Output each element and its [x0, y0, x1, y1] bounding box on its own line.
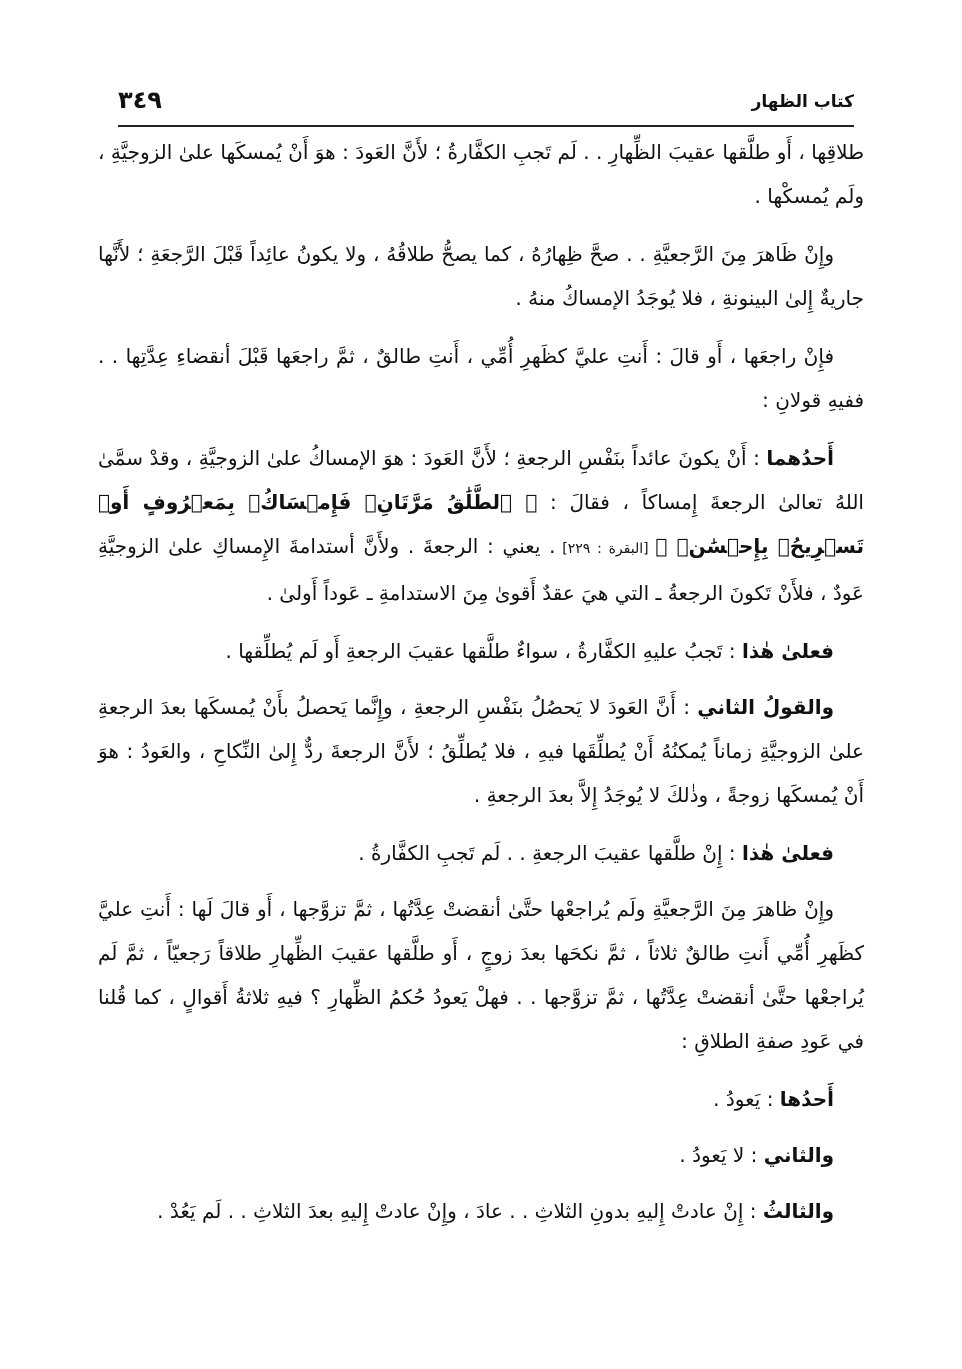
paragraph	[98, 887, 864, 1063]
paragraph-text: طلاقِها ، أَو طلَّقها عقيبَ الظِّهارِ . . لَم تَجبِ الكفَّارةُ ؛ لأَنَّ العَودَ : هوَ أَنْ يُمسكَها علىٰ الزوجيَّةِ ، ولَم يُمسكْها .	[98, 140, 864, 208]
paragraph	[98, 685, 864, 817]
page-header	[118, 84, 854, 124]
quran-verse: ﴿ ٱلطَّلَٰقُ مَرَّتَانِۖ فَإِمۡسَاكُۢ بِمَعۡرُوفٍ أَوۡ تَسۡرِيحُۢ بِإِحۡسَٰنٖ ﴾	[98, 490, 864, 558]
paragraph-text: : أَنَّ العَودَ لا يَحصُلُ بنَفْسِ الرجعةِ ، وإِنَّما يَحصلُ بأَنْ يُمسكَها بعدَ الرجعةِ علىٰ الزوجيَّةِ زماناً يُمكنُهُ أَنْ يُطلِّقَها فيهِ ، فلا يُطلِّقُ ؛ لأَنَّ الرجعةَ ردٌّ إِلىٰ النِّكاحِ ، والعَودُ : هوَ أَنْ يُمسكَها زوجةً ، وذٰلكَ لا يُوجَدُ إِلاَّ بعدَ الرجعةِ .	[98, 695, 864, 807]
paragraph	[98, 831, 864, 875]
paragraph-text: : لا يَعودُ .	[679, 1143, 764, 1167]
paragraph-text: وإِنْ ظَاهرَ مِنَ الرَّجعيَّةِ . . صحَّ ظِهارُهُ ، كما يصحُّ طلاقُهُ ، ولا يكونُ عائِداً قَبْلَ الرَّجعَةِ ؛ لأَنَّها جاريةٌ إِلىٰ البينونةِ ، فلا يُوجَدُ الإمساكُ منهُ .	[98, 242, 864, 310]
verse-reference: [البقرة : ٢٢٩]	[555, 541, 656, 557]
paragraph-lead: أَحدُها	[779, 1087, 834, 1111]
page-body	[98, 130, 864, 1247]
paragraph-text: : إِنْ عادتْ إِليهِ بدونِ الثلاثِ . . عادَ ، وإِنْ عادتْ إِليهِ بعدَ الثلاثِ . . لَم يَعُدْ .	[157, 1199, 763, 1223]
paragraph-lead: والثالثُ	[762, 1199, 834, 1223]
paragraph	[98, 629, 864, 673]
paragraph-text: وإِنْ ظاهرَ مِنَ الرَّجعيَّةِ ولَم يُراجعْها حتَّىٰ أنقضتْ عِدَّتُها ، ثمَّ تزوَّجها ، أَو قالَ لَها : أَنتِ عليَّ كظَهرِ أُمِّي أَنتِ طالقٌ ثلاثاً ، ثمَّ نكحَها بعدَ زوجٍ ، أَو طلَّقها عقيبَ الظِّهارِ طلاقاً رَجعيّاً ، ثمَّ لَم يُراجعْها حتَّىٰ أنقضتْ عِدَّتُها ، ثمَّ تزوَّجها . . فهلْ يَعودُ حُكمُ الظِّهارِ ؟ فيهِ ثلاثةُ أَقوالٍ ، كما قُلنا في عَودِ صفةِ الطلاقِ :	[98, 897, 864, 1053]
page-number: ٣٤٩	[118, 86, 162, 114]
paragraph-lead: فعلىٰ هٰذا	[741, 639, 834, 663]
paragraph-text-tail: . يعني : الرجعةَ . ولأَنَّ أستدامةَ الإِمساكِ علىٰ الزوجيَّةِ عَودٌ ، فلأَنْ تَكونَ الرجعةُ ـ التي هيَ عقدٌ أَقوىٰ مِنَ الاستدامةِ ـ عَوداً أَولىٰ .	[98, 534, 864, 605]
book-title: كتاب الظهار	[751, 92, 854, 112]
paragraph-text: : يَعودُ .	[713, 1087, 780, 1111]
header-rule	[118, 125, 854, 127]
paragraph	[98, 436, 864, 615]
paragraph	[98, 334, 864, 422]
paragraph	[98, 1077, 864, 1121]
paragraph-text: : أَنْ يكونَ عائداً بنَفْسِ الرجعةِ ؛ لأَنَّ العَودَ : هوَ الإمساكُ علىٰ الزوجيَّةِ ، وقدْ سمَّىٰ اللهُ تعالىٰ الرجعةَ إِمساكاً ، فقالَ :	[98, 446, 864, 514]
paragraph	[98, 1189, 864, 1233]
paragraph-text: فإِنْ راجعَها ، أَو قالَ : أَنتِ عليَّ كظَهرِ أُمِّي ، أَنتِ طالقٌ ، ثمَّ راجعَها قَبْلَ أنقضاءِ عِدَّتِها . . ففيهِ قولانِ :	[98, 344, 864, 412]
paragraph-lead: والثاني	[763, 1143, 834, 1167]
paragraph-text: : تَجبُ عليهِ الكفَّارةُ ، سواءٌ طلَّقها عقيبَ الرجعةِ أَو لَم يُطلِّقها .	[225, 639, 742, 663]
paragraph-lead: أَحدُهما	[766, 446, 834, 470]
paragraph-lead: والقولُ الثاني	[697, 695, 834, 719]
paragraph	[98, 232, 864, 320]
paragraph-text: : إِنْ طلَّقها عقيبَ الرجعةِ . . لَم تَجبِ الكفَّارةُ .	[358, 841, 742, 865]
paragraph-lead: فعلىٰ هٰذا	[741, 841, 834, 865]
paragraph	[98, 130, 864, 218]
paragraph	[98, 1133, 864, 1177]
